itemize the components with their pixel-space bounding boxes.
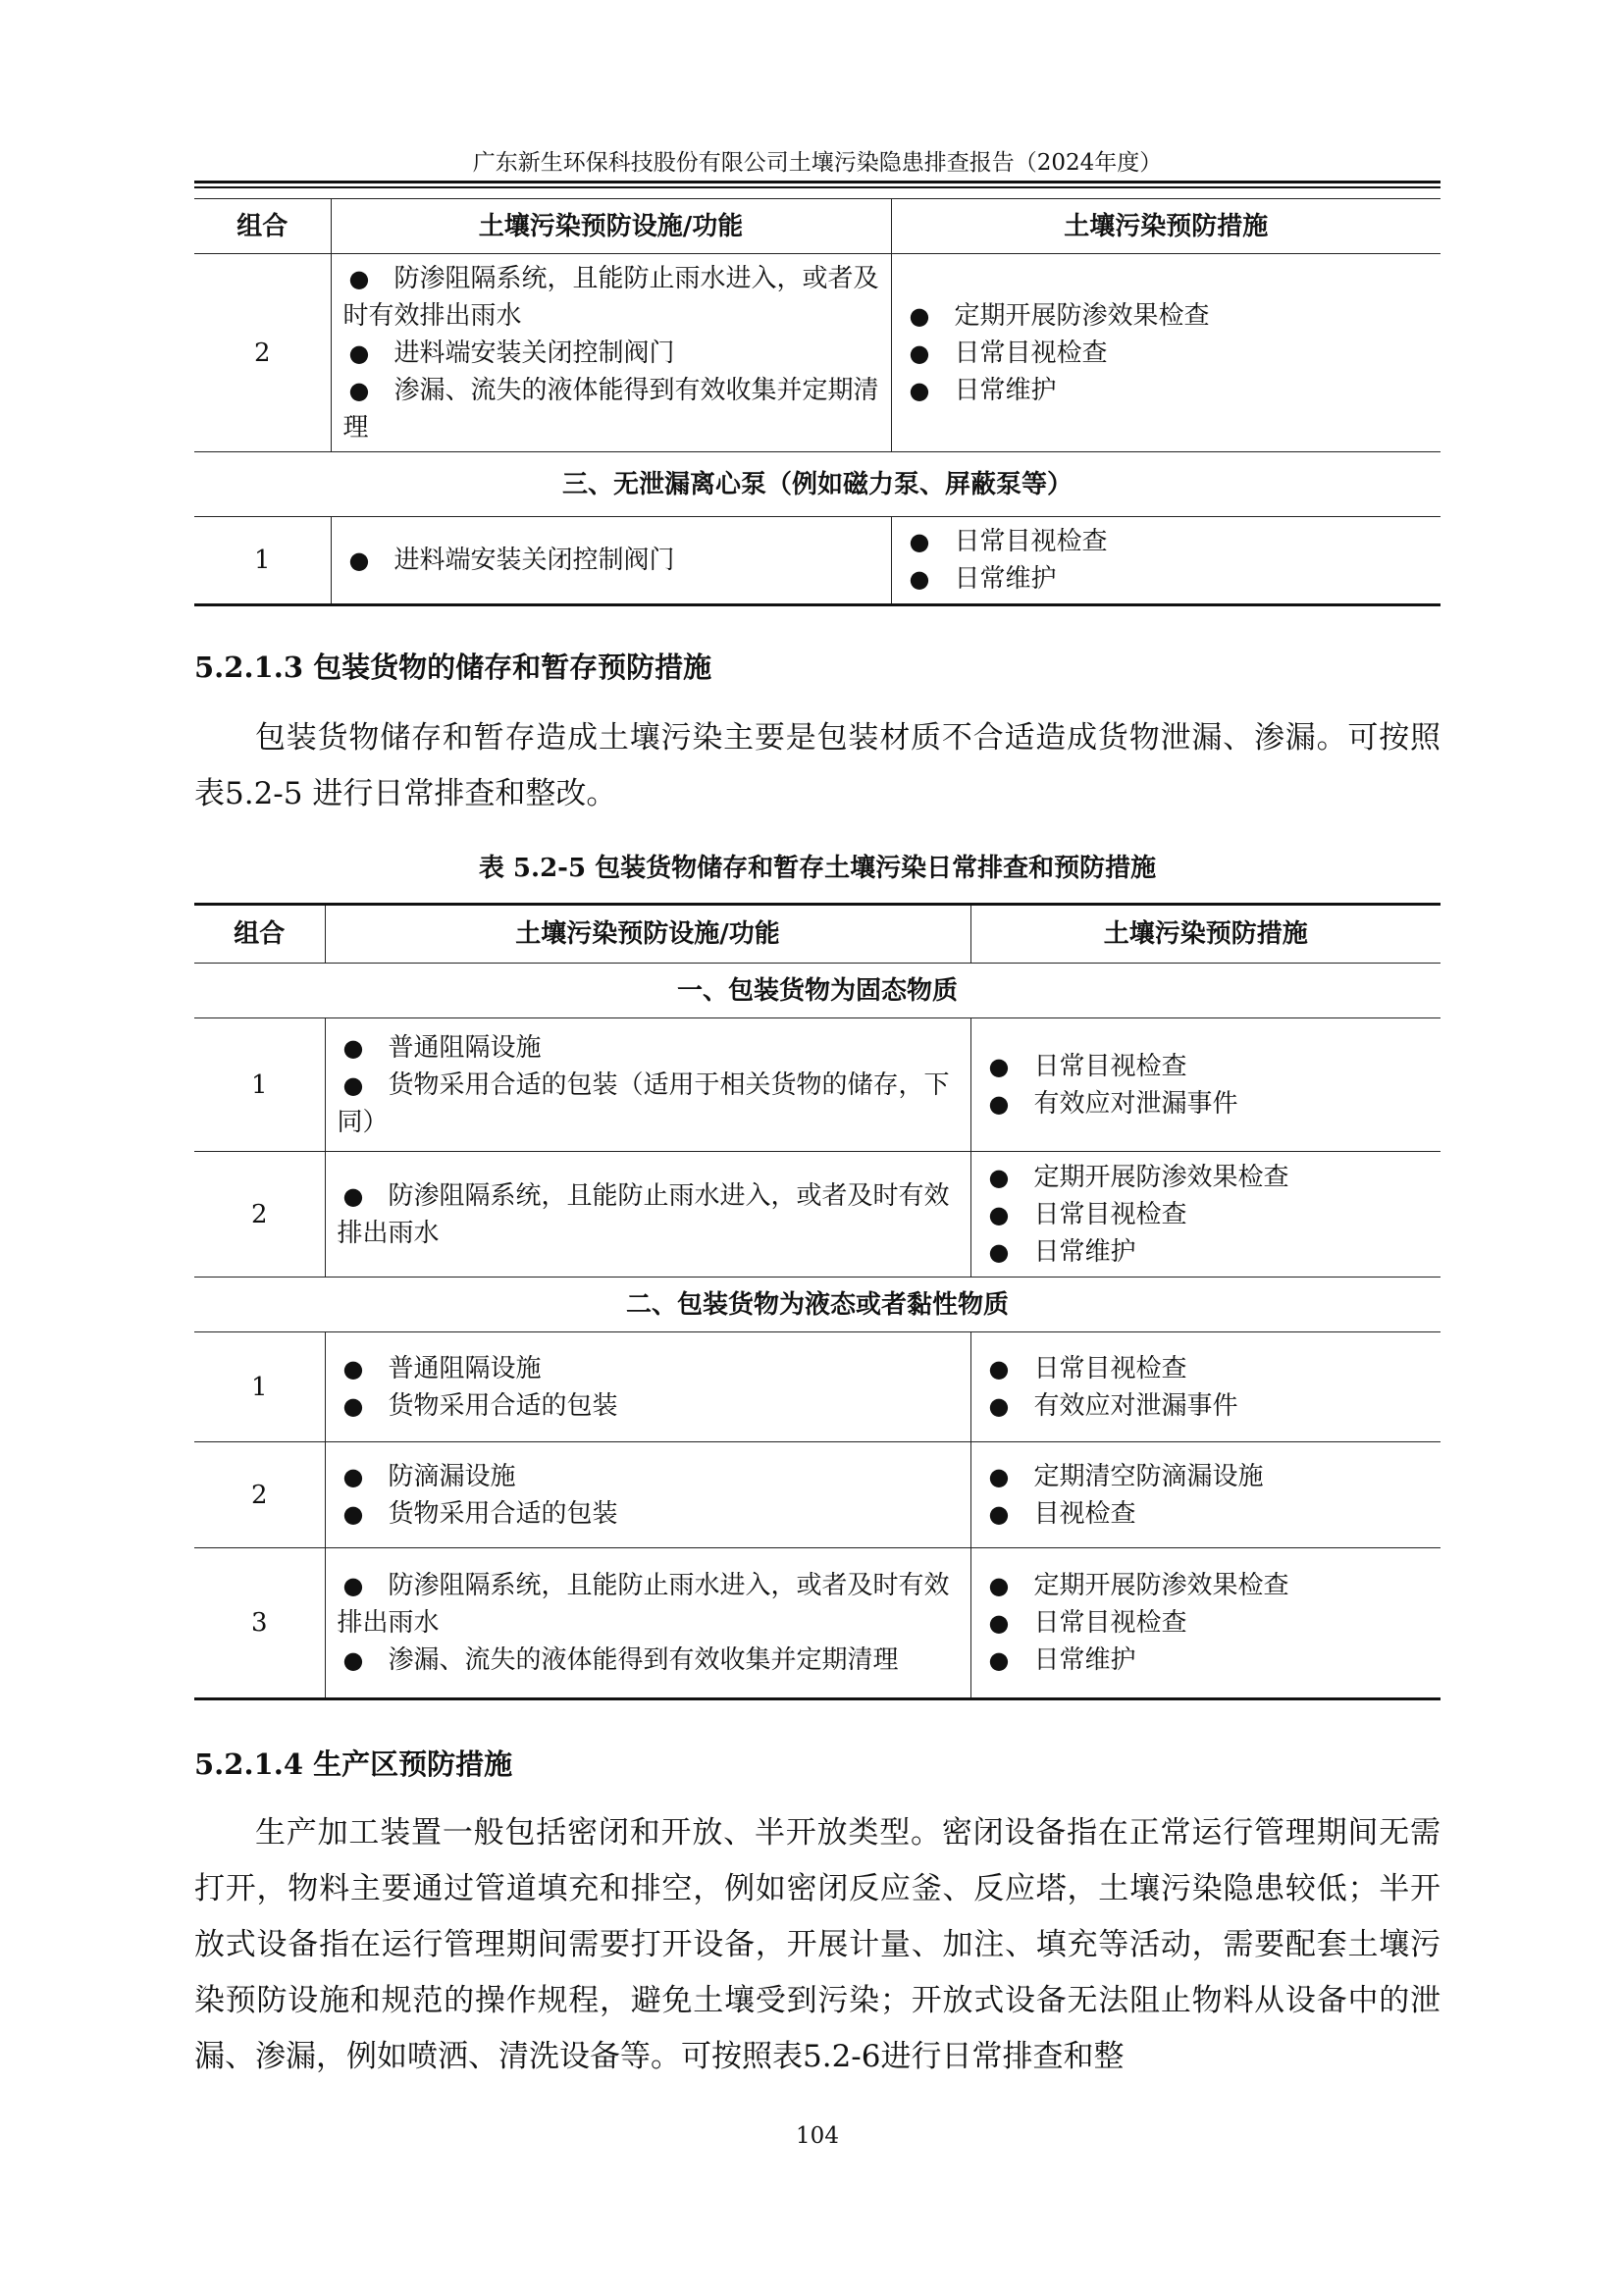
bullet-icon: ●: [348, 376, 370, 404]
section-heading: 5.2.1.3 包装货物的储存和暂存预防措施: [194, 651, 712, 684]
bullet-icon: ●: [342, 1572, 364, 1599]
table-section-row: [194, 1278, 1441, 1332]
measure-item: ● 日常目视检查: [983, 1604, 1430, 1642]
row-id: 2: [194, 254, 331, 452]
row-id: 1: [194, 1018, 325, 1152]
measure-item: ● 日常目视检查: [983, 1048, 1430, 1085]
bullet-icon: ●: [342, 1499, 364, 1528]
section-title: 二、包装货物为液态或者黏性物质: [194, 1278, 1441, 1332]
measure-cell: [970, 1018, 1441, 1152]
bullet-icon: ●: [988, 1572, 1010, 1599]
table-section-row: [194, 452, 1441, 517]
measure-item: ● 有效应对泄漏事件: [983, 1085, 1430, 1122]
section-heading: 5.2.1.4 生产区预防措施: [194, 1747, 513, 1781]
running-header: 广东新生环保科技股份有限公司土壤污染隐患排查报告（2024年度）: [472, 150, 1163, 176]
measure-item: ● 定期开展防渗效果检查: [983, 1567, 1430, 1604]
bullet-icon: ●: [348, 547, 370, 574]
bullet-icon: ●: [988, 1391, 1010, 1420]
col-header-facility: 土壤污染预防设施/功能: [331, 199, 891, 254]
col-header-facility: 土壤污染预防设施/功能: [325, 905, 970, 964]
facility-item: ● 渗漏、流失的液体能得到有效收集并定期清理: [338, 1642, 959, 1679]
bullet-icon: ●: [342, 1181, 364, 1210]
table-header-row: [194, 905, 1441, 964]
facility-item: ● 防渗阻隔系统，且能防止雨水进入，或者及时有效排出雨水: [343, 260, 879, 335]
facility-item: ● 货物采用合适的包装: [338, 1495, 959, 1533]
facility-item: ● 进料端安装关闭控制阀门: [343, 335, 879, 372]
body-paragraph: 生产加工装置一般包括密闭和开放、半开放类型。密闭设备指在正常运行管理期间无需打开，物料主要通过管道填充和排空，例如密闭反应釜、反应塔，土壤污染隐患较低；半开放式设备指在运行管理期间需要打开设备，开展计量、加注、填充等活动，需要配套土壤污染预防设施和规范的操作规程，避免土壤受到污染；开放式设备无法阻止物料从设备中的泄漏、渗漏，例如喷洒、清洗设备等。可按照表5.2-6进行日常排查和整: [194, 1815, 1441, 2074]
facility-cell: [331, 517, 891, 605]
table-row: [194, 1018, 1441, 1152]
measure-item: ● 日常维护: [904, 560, 1430, 598]
bullet-icon: ●: [988, 1200, 1010, 1228]
table-5-2-5: [194, 903, 1441, 1700]
bullet-icon: ●: [342, 1070, 364, 1099]
measure-item: ● 日常维护: [983, 1642, 1430, 1679]
header-rule: [194, 181, 1441, 183]
bullet-icon: ●: [988, 1163, 1010, 1191]
bullet-icon: ●: [909, 528, 930, 555]
bullet-icon: ●: [342, 1391, 364, 1420]
body-paragraph: 包装货物储存和暂存造成土壤污染主要是包装材质不合适造成货物泄漏、渗漏。可按照表5.2-5 进行日常排查和整改。: [194, 720, 1441, 811]
page-number: 104: [796, 2123, 839, 2149]
table-header-row: [194, 199, 1441, 254]
bullet-icon: ●: [988, 1089, 1010, 1118]
measure-cell: [970, 1152, 1441, 1278]
row-id: 1: [194, 517, 331, 605]
facility-cell: [325, 1548, 970, 1699]
measure-item: ● 日常目视检查: [983, 1350, 1430, 1387]
measure-cell: [891, 254, 1441, 452]
bullet-icon: ●: [988, 1499, 1010, 1528]
measure-item: ● 日常维护: [904, 372, 1430, 409]
bullet-icon: ●: [342, 1462, 364, 1490]
header-rule-thin: [194, 186, 1441, 188]
col-header-measure: 土壤污染预防措施: [970, 905, 1441, 964]
facility-cell: [331, 254, 891, 452]
bullet-icon: ●: [988, 1354, 1010, 1382]
col-header-measure: 土壤污染预防措施: [891, 199, 1441, 254]
facility-item: ● 货物采用合适的包装（适用于相关货物的储存，下同）: [338, 1067, 959, 1141]
table-continued: [194, 198, 1441, 606]
bullet-icon: ●: [988, 1462, 1010, 1490]
facility-cell: [325, 1332, 970, 1442]
bullet-icon: ●: [988, 1646, 1010, 1674]
measure-item: ● 日常目视检查: [904, 523, 1430, 560]
facility-item: ● 普通阻隔设施: [338, 1029, 959, 1067]
table-row: [194, 1152, 1441, 1278]
col-header-group: 组合: [194, 905, 325, 964]
bullet-icon: ●: [909, 301, 930, 330]
row-id: 1: [194, 1332, 325, 1442]
bullet-icon: ●: [342, 1354, 364, 1382]
facility-cell: [325, 1018, 970, 1152]
measure-item: ● 定期开展防渗效果检查: [904, 297, 1430, 335]
facility-item: ● 防渗阻隔系统，且能防止雨水进入，或者及时有效排出雨水: [338, 1177, 959, 1252]
bullet-icon: ●: [988, 1237, 1010, 1266]
row-id: 3: [194, 1548, 325, 1699]
table-row: [194, 1548, 1441, 1699]
table-section-row: [194, 964, 1441, 1018]
facility-cell: [325, 1442, 970, 1548]
facility-item: ● 防渗阻隔系统，且能防止雨水进入，或者及时有效排出雨水: [338, 1567, 959, 1642]
bullet-icon: ●: [909, 339, 930, 367]
table-caption: 表 5.2-5 包装货物储存和暂存土壤污染日常排查和预防措施: [478, 854, 1157, 883]
bullet-icon: ●: [988, 1052, 1010, 1080]
col-header-group: 组合: [194, 199, 331, 254]
facility-item: ● 普通阻隔设施: [338, 1350, 959, 1387]
measure-item: ● 定期开展防渗效果检查: [983, 1159, 1430, 1196]
bullet-icon: ●: [348, 264, 370, 292]
bullet-icon: ●: [909, 565, 930, 593]
row-id: 2: [194, 1152, 325, 1278]
measure-item: ● 有效应对泄漏事件: [983, 1387, 1430, 1425]
measure-cell: [970, 1548, 1441, 1699]
section-title: 三、无泄漏离心泵（例如磁力泵、屏蔽泵等）: [194, 452, 1441, 517]
bullet-icon: ●: [342, 1646, 364, 1674]
facility-item: ● 进料端安装关闭控制阀门: [343, 542, 879, 579]
bullet-icon: ●: [909, 376, 930, 404]
facility-item: ● 防滴漏设施: [338, 1458, 959, 1495]
section-title: 一、包装货物为固态物质: [194, 964, 1441, 1018]
bullet-icon: ●: [348, 339, 370, 367]
table-row: [194, 517, 1441, 605]
bullet-icon: ●: [988, 1609, 1010, 1637]
measure-cell: [970, 1332, 1441, 1442]
table-row: [194, 254, 1441, 452]
measure-item: ● 日常目视检查: [904, 335, 1430, 372]
measure-item: ● 日常维护: [983, 1233, 1430, 1271]
table-row: [194, 1332, 1441, 1442]
measure-item: ● 定期清空防滴漏设施: [983, 1458, 1430, 1495]
bullet-icon: ●: [342, 1033, 364, 1062]
row-id: 2: [194, 1442, 325, 1548]
measure-cell: [970, 1442, 1441, 1548]
facility-item: ● 货物采用合适的包装: [338, 1387, 959, 1425]
facility-cell: [325, 1152, 970, 1278]
facility-item: ● 渗漏、流失的液体能得到有效收集并定期清理: [343, 372, 879, 446]
table-row: [194, 1442, 1441, 1548]
measure-item: ● 日常目视检查: [983, 1196, 1430, 1233]
measure-item: ● 目视检查: [983, 1495, 1430, 1533]
measure-cell: [891, 517, 1441, 605]
